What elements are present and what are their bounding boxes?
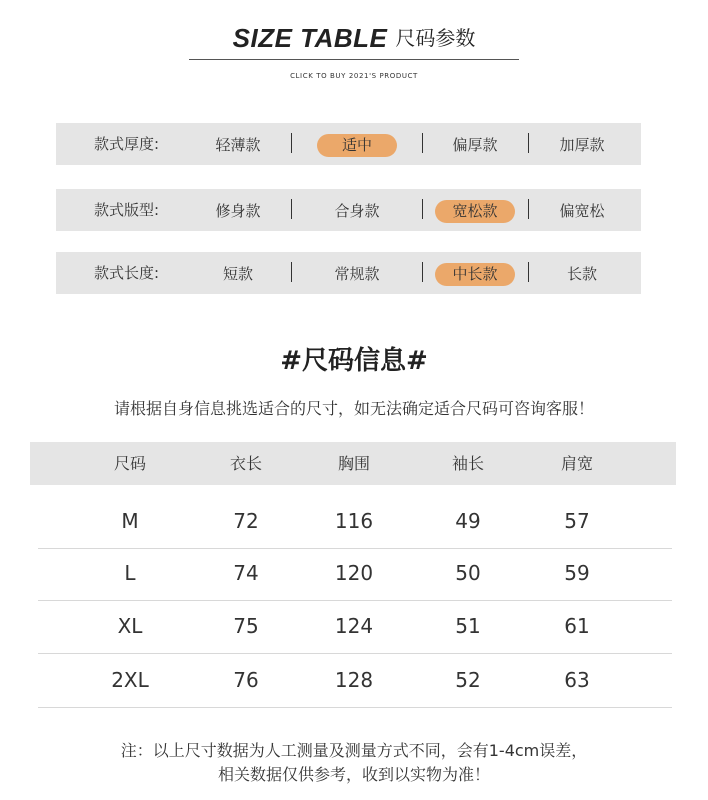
row-divider [38, 653, 672, 654]
option-choice: 偏厚款 [452, 136, 498, 154]
option-separator [528, 133, 529, 153]
title-english: SIZE TABLE [232, 23, 388, 53]
table-cell: 52 [455, 668, 481, 692]
table-cell: 49 [455, 509, 481, 533]
option-choice-selected: 宽松款 [435, 200, 515, 223]
table-cell: 124 [334, 614, 374, 638]
table-cell: 116 [334, 509, 374, 533]
table-cell-size: XL [117, 614, 143, 638]
header-subtitle: CLICK TO BUY 2021'S PRODUCT [290, 72, 418, 80]
size-info-note: 请根据自身信息挑选适合的尺寸，如无法确定适合尺码可咨询客服！ [113, 399, 594, 418]
option-label: 款式长度: [94, 264, 160, 282]
table-cell-size: M [121, 509, 139, 533]
option-choice: 轻薄款 [215, 136, 261, 154]
table-row [38, 496, 672, 549]
title-chinese: 尺码参数 [395, 26, 476, 50]
column-header: 肩宽 [560, 454, 593, 473]
row-divider [38, 707, 672, 708]
option-separator [422, 199, 423, 219]
option-separator [422, 262, 423, 282]
option-row-thickness [56, 123, 641, 165]
option-separator [422, 133, 423, 153]
option-row-fit [56, 189, 641, 231]
table-row [38, 655, 672, 708]
table-cell-size: L [124, 561, 136, 585]
option-separator [528, 199, 529, 219]
option-separator [528, 262, 529, 282]
option-choice: 短款 [222, 265, 253, 283]
option-choice: 加厚款 [559, 136, 605, 154]
option-choice: 长款 [566, 265, 597, 283]
option-separator [291, 133, 292, 153]
table-cell: 59 [564, 561, 590, 585]
option-choice: 合身款 [334, 202, 380, 220]
table-row [38, 601, 672, 654]
table-cell: 72 [233, 509, 259, 533]
header-title [0, 22, 708, 54]
table-cell: 74 [233, 561, 259, 585]
option-choice-selected: 中长款 [435, 263, 515, 286]
column-header: 尺码 [113, 454, 146, 473]
table-cell: 51 [455, 614, 481, 638]
table-cell: 61 [564, 614, 590, 638]
header-divider [189, 59, 519, 60]
option-choice: 修身款 [215, 202, 261, 220]
size-table-header-row [30, 442, 676, 485]
table-cell: 76 [233, 668, 259, 692]
size-table-header [0, 22, 708, 92]
footnote-line-1: 注：以上尺寸数据为人工测量及测量方式不同，会有1-4cm误差， [120, 741, 588, 760]
size-info-title: #尺码信息# [280, 346, 428, 376]
option-separator [291, 199, 292, 219]
option-choice: 常规款 [334, 265, 380, 283]
table-cell-size: 2XL [111, 668, 149, 692]
column-header: 胸围 [337, 454, 370, 473]
option-row-length [56, 252, 641, 294]
table-row [38, 548, 672, 601]
option-label: 款式厚度: [94, 135, 160, 153]
option-choice: 偏宽松 [559, 202, 605, 220]
table-cell: 63 [564, 668, 590, 692]
table-cell: 120 [334, 561, 374, 585]
column-header: 衣长 [229, 454, 262, 473]
table-cell: 57 [564, 509, 590, 533]
table-cell: 75 [233, 614, 259, 638]
option-label: 款式版型: [94, 201, 160, 219]
column-header: 袖长 [451, 454, 484, 473]
table-cell: 50 [455, 561, 481, 585]
footnote-line-2: 相关数据仅供参考，收到以实物为准！ [217, 765, 490, 784]
table-cell: 128 [334, 668, 374, 692]
option-choice-selected: 适中 [317, 134, 397, 157]
option-separator [291, 262, 292, 282]
